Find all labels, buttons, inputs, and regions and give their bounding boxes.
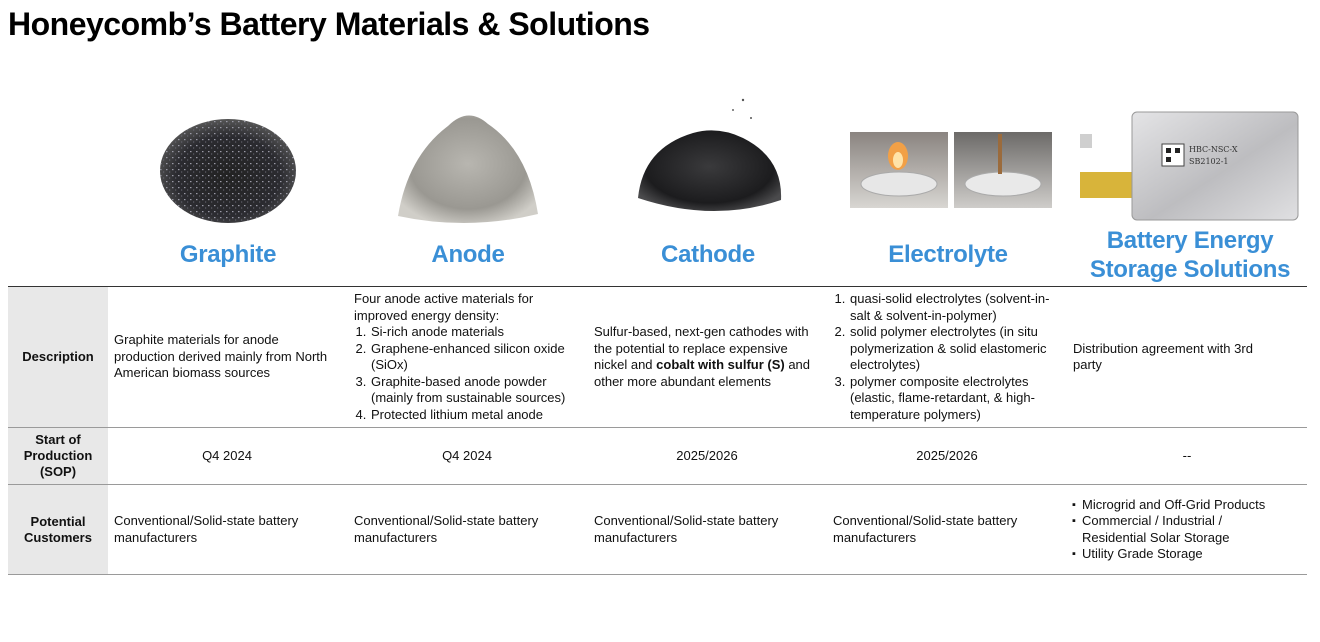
sop-cathode: 2025/2026 [676, 447, 738, 463]
sop-graphite: Q4 2024 [202, 447, 252, 463]
column-title-graphite: Graphite [179, 241, 277, 268]
graphite-powder-image [153, 96, 303, 226]
description-anode: Four anode active materials for improved energy density: 1. Si-rich anode materials 2. Graphene-enhanced silicon oxide (SiOx) 3. Graphite-based anode powder (mainly from sustainable sources) 4. Protected lithium metal anode [354, 287, 590, 427]
list-item: 1. Si-rich anode materials [370, 324, 590, 341]
column-header-graphite [112, 96, 344, 276]
sop-anode: Q4 2024 [442, 447, 492, 463]
storage-customers-list [1072, 497, 1272, 563]
customers-graphite: Conventional/Solid-state battery manufacturers [114, 513, 299, 545]
column-title-electrolyte: Electrolyte [888, 241, 1008, 268]
sop-electrolyte: 2025/2026 [916, 447, 978, 463]
cathode-powder-image [623, 88, 793, 228]
battery-label-1: HBC-NSC-X [1189, 145, 1238, 154]
column-header-storage [1072, 108, 1308, 284]
list-item: ▪ Microgrid and Off-Grid Products [1082, 497, 1272, 514]
anode-materials-list [354, 324, 590, 423]
column-title-cathode: Cathode [661, 241, 755, 268]
list-item: ▪ Commercial / Industrial / Residential Solar Storage [1082, 513, 1272, 546]
battery-pouch-image [1080, 108, 1300, 222]
description-cathode: Sulfur-based, next-gen cathodes with the potential to replace expensive nickel and cobalt with sulfur (S) and other more abundant elements [594, 324, 811, 389]
sop-storage: -- [1182, 447, 1192, 463]
battery-label-2: SB2102-1 [1189, 157, 1229, 166]
description-electrolyte [833, 287, 1061, 427]
column-header-cathode [592, 88, 824, 276]
list-item: 3. Graphite-based anode powder (mainly from sustainable sources) [370, 374, 590, 407]
row-label-description: Description [8, 287, 108, 427]
anode-powder-image [388, 96, 548, 231]
list-item: 2. solid polymer electrolytes (in situ polymerization & solid elastomeric electrolytes) [849, 324, 1061, 374]
list-item: ▪ Utility Grade Storage [1082, 546, 1272, 563]
list-item: 4. Protected lithium metal anode [370, 407, 590, 424]
column-title-storage: Battery Energy Storage Solutions [1089, 227, 1291, 283]
row-label-customers: Potential Customers [8, 485, 108, 574]
customers-storage [1072, 485, 1272, 574]
page-title: Honeycomb’s Battery Materials & Solutions [8, 6, 650, 42]
customers-electrolyte: Conventional/Solid-state battery manufacturers [833, 513, 1018, 545]
column-header-electrolyte [832, 130, 1064, 276]
list-item: 1. quasi-solid electrolytes (solvent-in-salt & solvent-in-polymer) [849, 291, 1061, 324]
electrolyte-image [842, 132, 1054, 208]
electrolyte-list [833, 291, 1061, 423]
list-item: 3. polymer composite electrolytes (elastic, flame-retardant, & high-temperature polymers) [849, 374, 1061, 424]
description-graphite: Graphite materials for anode production derived mainly from North American biomass sources [114, 332, 328, 381]
list-item: 2. Graphene-enhanced silicon oxide (SiOx) [370, 341, 590, 374]
customers-anode: Conventional/Solid-state battery manufacturers [354, 513, 539, 545]
customers-cathode: Conventional/Solid-state battery manufacturers [594, 513, 779, 545]
row-label-sop: Start of Production (SOP) [8, 428, 108, 484]
table-bottom-border [8, 574, 1307, 575]
column-header-anode [352, 96, 584, 276]
column-title-anode: Anode [431, 241, 505, 268]
description-storage: Distribution agreement with 3rd party [1073, 340, 1253, 372]
